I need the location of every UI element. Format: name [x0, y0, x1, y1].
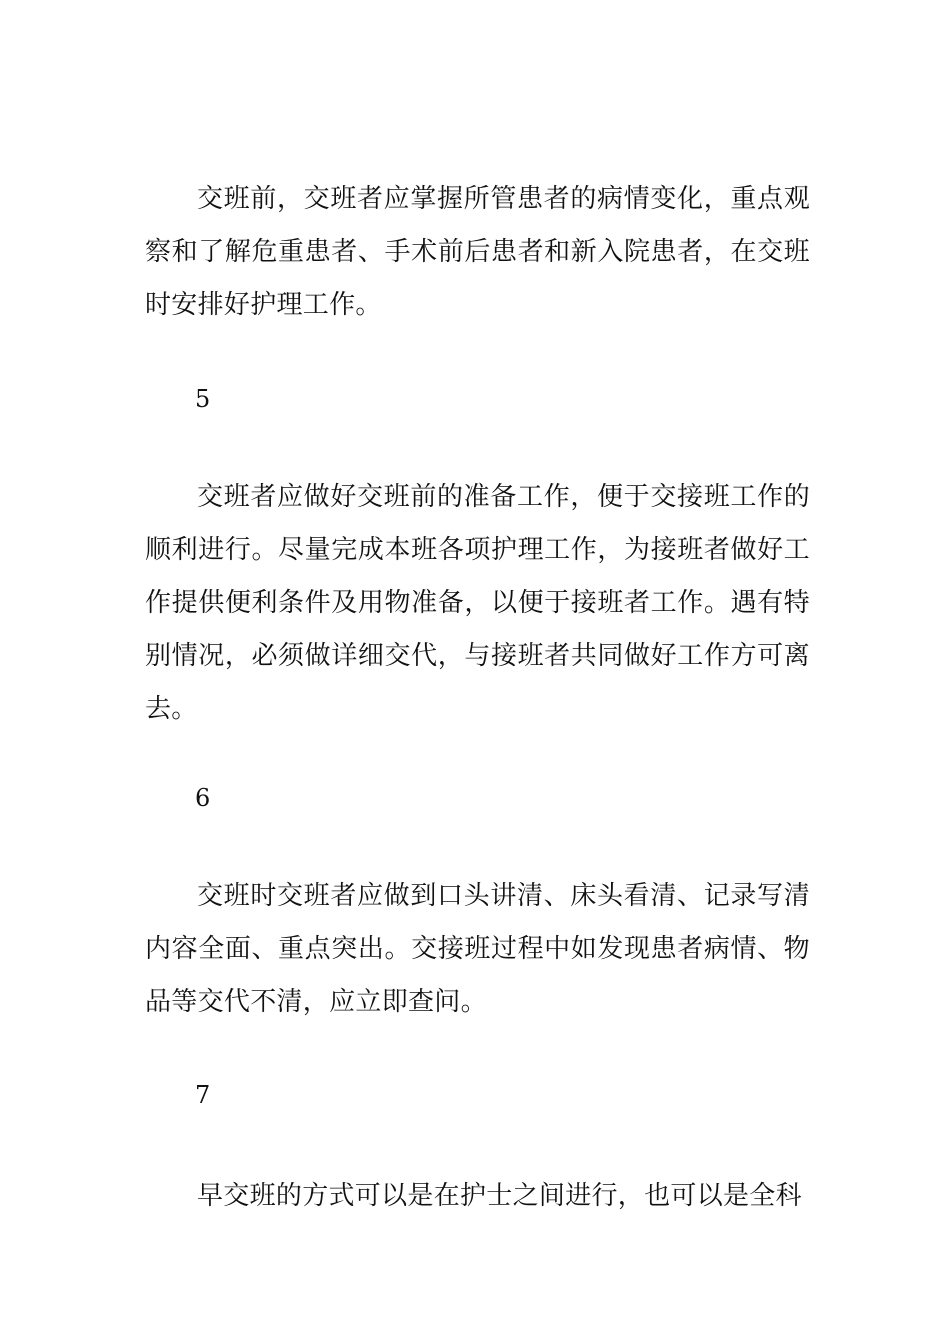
paragraph-handover-preparation: 交班者应做好交班前的准备工作，便于交接班工作的顺利进行。尽量完成本班各项护理工作，为接班者做好工作提供便利条件及用物准备，以便于接班者工作。遇有特别情况，必须做详细交代，与接班者共同做好工作方可离去。 — [145, 482, 810, 724]
item-number-5: 5 — [195, 385, 211, 413]
item-number-6: 6 — [195, 784, 211, 812]
paragraph-handover-before: 交班前，交班者应掌握所管患者的病情变化，重点观察和了解危重患者、手术前后患者和新入院患者，在交班时安排好护理工作。 — [145, 184, 810, 320]
item-number-7: 7 — [195, 1081, 211, 1109]
paragraph-handover-clarity: 交班时交班者应做到口头讲清、床头看清、记录写清内容全面、重点突出。交接班过程中如发现患者病情、物品等交代不清，应立即查问。 — [145, 881, 810, 1017]
paragraph-morning-handover: 早交班的方式可以是在护士之间进行，也可以是全科 — [197, 1181, 802, 1211]
